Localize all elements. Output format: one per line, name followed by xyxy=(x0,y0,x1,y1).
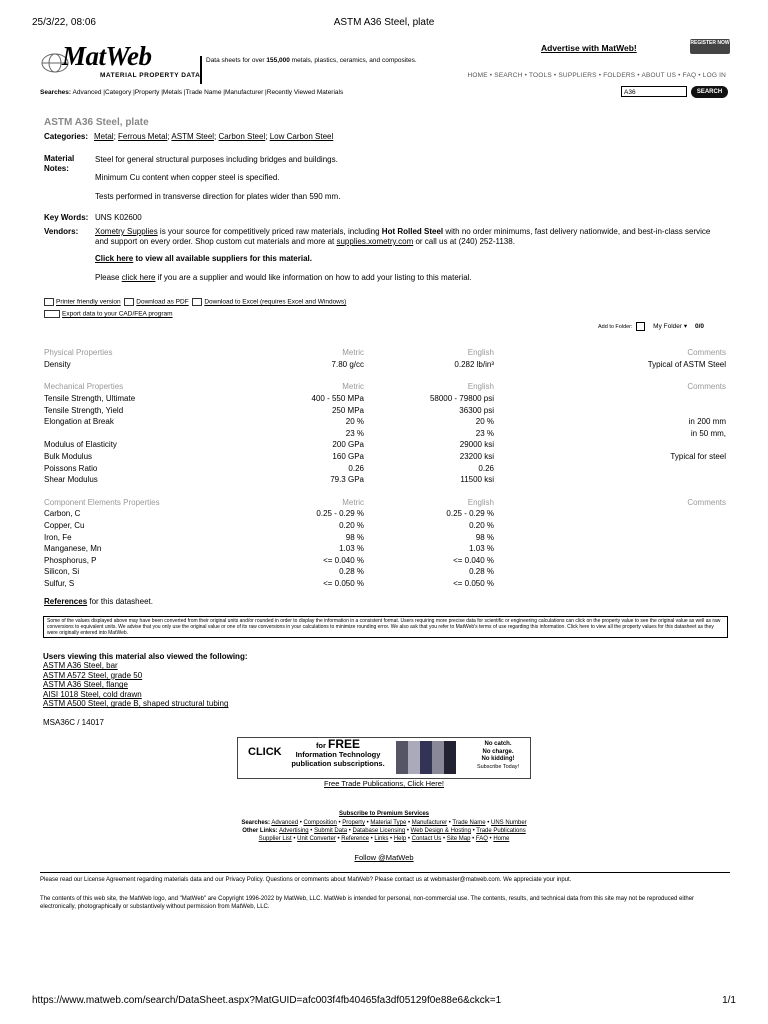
table-row xyxy=(44,474,726,486)
property-value[interactable]: 0.26 xyxy=(478,463,494,473)
column-header: English xyxy=(467,382,494,392)
logo-subtitle: MATERIAL PROPERTY DATA xyxy=(100,72,201,79)
print-url: https://www.matweb.com/search/DataSheet.aspx?MatGUID=afc003f4fb40465fa3df05129f0e88e6&ckck=1 xyxy=(32,995,502,1006)
property-name: Density xyxy=(44,359,71,369)
footer-link[interactable]: Home xyxy=(493,836,510,842)
table-row xyxy=(44,508,726,520)
property-value[interactable]: 11500 ksi xyxy=(460,475,494,485)
property-value[interactable]: 0.26 xyxy=(348,463,364,473)
property-value[interactable]: 0.25 - 0.29 % xyxy=(316,509,364,519)
footer-link[interactable]: Links xyxy=(374,836,389,842)
category-link[interactable]: Ferrous Metal xyxy=(118,132,168,141)
categories-row: Categories: Metal; Ferrous Metal; ASTM Steel; Carbon Steel; Low Carbon Steel xyxy=(44,132,334,141)
search-link-category[interactable]: Category xyxy=(104,89,132,96)
searches-bar: Searches: Advanced |Category |Property |Metals |Trade Name |Manufacturer |Recently Viewed Materials xyxy=(40,89,344,96)
footer-link[interactable]: Advanced xyxy=(271,820,299,826)
footer-link[interactable]: Submit Data xyxy=(314,828,348,834)
footer-divider xyxy=(40,872,730,873)
references-line: References for this datasheet. xyxy=(44,597,153,606)
all-suppliers-link[interactable]: Click here xyxy=(95,254,134,263)
free-publications-link[interactable]: Free Trade Publications, Click Here! xyxy=(323,779,445,788)
property-value[interactable]: 98 % xyxy=(345,532,364,542)
table-row xyxy=(44,531,726,543)
property-value[interactable]: 20 % xyxy=(345,417,364,427)
property-name: Phosphorus, P xyxy=(44,555,97,565)
magazine-covers-image xyxy=(396,741,456,774)
property-table xyxy=(44,347,726,589)
search-input[interactable]: A36 xyxy=(621,86,687,97)
export-cad-link[interactable]: Export data to your CAD/FEA program xyxy=(62,310,173,318)
property-value[interactable]: 79.3 GPa xyxy=(330,475,364,485)
property-value[interactable]: 0.28 % xyxy=(339,567,364,577)
logo-divider xyxy=(200,56,202,84)
pdf-icon xyxy=(124,298,134,306)
column-header: Comments xyxy=(687,348,726,358)
also-viewed-link[interactable]: AISI 1018 Steel, cold drawn xyxy=(43,689,142,699)
print-page: 1/1 xyxy=(722,995,736,1006)
category-link[interactable]: Low Carbon Steel xyxy=(269,132,334,141)
property-value[interactable]: 200 GPa xyxy=(332,440,364,450)
folder-checkbox[interactable] xyxy=(636,322,645,331)
footer-link[interactable]: Contact Us xyxy=(411,836,442,842)
export-cad-row xyxy=(44,310,173,318)
search-link-advanced[interactable]: Advanced xyxy=(72,89,102,96)
follow-matweb-link[interactable]: Follow @MatWeb xyxy=(354,853,414,862)
property-name: Elongation at Break xyxy=(44,417,114,427)
also-viewed-link[interactable]: ASTM A36 Steel, flange xyxy=(43,680,128,690)
download-excel-link[interactable]: Download to Excel (requires Excel and Windows) xyxy=(204,298,347,306)
export-icon xyxy=(44,310,60,318)
property-value[interactable]: 23200 ksi xyxy=(459,452,494,462)
property-value[interactable]: 160 GPa xyxy=(332,452,364,462)
table-row xyxy=(44,566,726,578)
footer-link[interactable]: Unit Converter xyxy=(297,836,336,842)
category-link[interactable]: ASTM Steel xyxy=(171,132,215,141)
suppliers-line: Click here to view all available suppliers for this material. xyxy=(95,254,312,263)
search-link-recently-viewed-materials[interactable]: Recently Viewed Materials xyxy=(266,89,344,96)
also-viewed-list xyxy=(43,661,228,709)
premium-line xyxy=(0,811,768,817)
footer-link[interactable]: Advertising xyxy=(278,828,309,834)
material-code: MSA36C / 14017 xyxy=(43,718,104,727)
table-row xyxy=(44,555,726,567)
category-link[interactable]: Metal xyxy=(94,132,114,141)
property-comment: Typical of ASTM Steel xyxy=(647,359,726,369)
property-value[interactable]: 0.20 % xyxy=(469,521,494,531)
print-header xyxy=(32,17,736,31)
footer-link[interactable]: Supplier List xyxy=(258,836,292,842)
nav-suppliers[interactable]: SUPPLIERS xyxy=(558,72,597,79)
page-title: ASTM A36 Steel, plate xyxy=(44,117,149,128)
property-comment xyxy=(494,578,726,590)
free-publications-line xyxy=(0,779,768,788)
license-text: Please read our License Agreement regarding materials data and our Privacy Policy. Questions or comments about MatWeb? Please contact us at webmaster@matweb.com. We appreciate your input. xyxy=(40,877,572,883)
components-header-row xyxy=(44,497,726,509)
print-title: ASTM A36 Steel, plate xyxy=(333,17,435,28)
property-value[interactable]: 20 % xyxy=(475,417,494,427)
table-row xyxy=(44,462,726,474)
chevron-down-icon: ▾ xyxy=(683,323,688,331)
footer-link[interactable]: Composition xyxy=(303,820,337,826)
table-row xyxy=(44,578,726,590)
property-name: Poissons Ratio xyxy=(44,463,98,473)
property-name: Carbon, C xyxy=(44,509,81,519)
mechanical-header-row xyxy=(44,381,726,393)
property-name: Copper, Cu xyxy=(44,521,85,531)
search-link-manufacturer[interactable]: Manufacturer xyxy=(224,89,264,96)
column-header: Metric xyxy=(342,382,364,392)
table-row xyxy=(44,520,726,532)
column-header: Metric xyxy=(342,348,364,358)
property-name: Silicon, Si xyxy=(44,567,80,577)
table-row xyxy=(44,393,726,405)
property-comment xyxy=(494,404,726,416)
column-header: Component Elements Properties xyxy=(44,497,160,507)
register-button[interactable]: REGISTER NOW xyxy=(690,39,730,54)
folder-controls xyxy=(598,322,704,331)
nav-search[interactable]: SEARCH xyxy=(494,72,523,79)
property-value[interactable]: <= 0.050 % xyxy=(323,578,364,588)
property-name: Iron, Fe xyxy=(44,532,72,542)
footer-link[interactable]: Database Licensing xyxy=(352,828,406,834)
property-comment: in 200 mm xyxy=(688,417,726,427)
material-notes-label: Material Notes: xyxy=(44,154,75,173)
property-value[interactable]: 250 MPa xyxy=(331,405,364,415)
property-comment: in 50 mm, xyxy=(690,428,726,438)
folder-select[interactable]: My Folder ▾ xyxy=(653,323,688,331)
footer-link[interactable]: Reference xyxy=(341,836,369,842)
property-comment xyxy=(494,508,726,520)
property-value[interactable]: 1.03 % xyxy=(339,544,364,554)
column-header: Comments xyxy=(687,497,726,507)
property-comment xyxy=(494,462,726,474)
footer-third-links: Supplier List • Unit Converter • Reference • Links • Help • Contact Us • Site Map • FAQ • Home xyxy=(258,836,510,842)
vendor-text: Xometry Supplies is your source for competitively priced raw materials, including Hot Rolled Steel with no order minimums, fast delivery nationwide, and best-in-class service and support on every order. Shop custom cut materials and more at supplies.xometry.com or call us at (240) 252-1138. xyxy=(95,227,711,246)
property-comment xyxy=(494,393,726,405)
property-name xyxy=(44,428,234,440)
nav-about-us[interactable]: ABOUT US xyxy=(641,72,677,79)
nav-tools[interactable]: TOOLS xyxy=(528,72,552,79)
nav-folders[interactable]: FOLDERS xyxy=(603,72,636,79)
copyright-text: The contents of this web site, the MatWeb logo, and "MatWeb" are Copyright 1996-2022 by MatWeb, LLC. MatWeb is intended for personal, non-commercial use. The contents, results, and technical data from this site may not be reproduced either electronically, photographically or substantively without permission from MatWeb, LLC. xyxy=(40,896,695,910)
property-comment xyxy=(494,566,726,578)
advertise-link[interactable]: Advertise with MatWeb! xyxy=(541,43,637,53)
category-link[interactable]: Carbon Steel xyxy=(218,132,266,141)
footer-link[interactable]: FAQ xyxy=(475,836,488,842)
column-header: Comments xyxy=(687,382,726,392)
table-row xyxy=(44,359,726,371)
vendors-label: Vendors: xyxy=(44,227,79,236)
also-viewed-title: Users viewing this material also viewed the following: xyxy=(43,652,248,661)
property-name: Bulk Modulus xyxy=(44,452,93,462)
property-value[interactable]: 1.03 % xyxy=(469,544,494,554)
follow-line xyxy=(0,853,768,862)
property-value[interactable]: 7.80 g/cc xyxy=(331,359,364,369)
property-comment xyxy=(494,474,726,486)
excel-icon xyxy=(192,298,202,306)
property-value[interactable]: 23 % xyxy=(345,428,364,438)
ad-banner[interactable]: CLICK for FREE Information Technology publication subscriptions. No catch. No charge. No kidding! Subscribe Today! xyxy=(237,737,531,779)
property-value[interactable]: 0.282 lb/in³ xyxy=(454,359,494,369)
property-name: Tensile Strength, Yield xyxy=(44,405,124,415)
download-pdf-link[interactable]: Download as PDF xyxy=(136,298,189,306)
table-row xyxy=(44,404,726,416)
property-name: Modulus of Elasticity xyxy=(44,440,117,450)
footer-searches: Searches: Advanced • Composition • Property • Material Type • Manufacturer • Trade Name • UNS Number xyxy=(241,820,527,826)
property-value[interactable]: 23 % xyxy=(475,428,494,438)
property-comment xyxy=(494,531,726,543)
property-value[interactable]: 36300 psi xyxy=(459,405,494,415)
folder-count: 0/0 xyxy=(694,323,705,331)
property-value[interactable]: 0.25 - 0.29 % xyxy=(446,509,494,519)
vendor-link[interactable]: Xometry Supplies xyxy=(95,227,158,236)
printer-friendly-link[interactable]: Printer friendly version xyxy=(56,298,121,306)
physical-header-row xyxy=(44,347,726,359)
matweb-logo[interactable] xyxy=(40,41,208,86)
column-header: Mechanical Properties xyxy=(44,382,124,392)
property-value[interactable]: 0.28 % xyxy=(469,567,494,577)
searches-label: Searches: xyxy=(40,89,72,96)
table-row xyxy=(44,451,726,463)
property-name: Sulfur, S xyxy=(44,578,75,588)
export-toolbar xyxy=(44,298,346,306)
property-comment xyxy=(494,543,726,555)
column-header: English xyxy=(467,348,494,358)
note-1: Steel for general structural purposes including bridges and buildings. xyxy=(95,155,338,164)
premium-link[interactable]: Subscribe to Premium Services xyxy=(338,811,430,817)
column-header: Physical Properties xyxy=(44,348,113,358)
note-3: Tests performed in transverse direction for plates wider than 590 mm. xyxy=(95,192,341,201)
table-row xyxy=(44,543,726,555)
footer-link[interactable]: Help xyxy=(393,836,407,842)
property-value[interactable]: <= 0.040 % xyxy=(323,555,364,565)
nav-log-in[interactable]: LOG IN xyxy=(702,72,726,79)
search-link-trade-name[interactable]: Trade Name xyxy=(185,89,222,96)
property-name: Shear Modulus xyxy=(44,475,98,485)
property-comment: Typical for steel xyxy=(670,452,726,462)
footer-link[interactable]: Trade Publications xyxy=(476,828,526,834)
vendor-url-link[interactable]: supplies.xometry.com xyxy=(336,237,414,246)
nav-home[interactable]: HOME xyxy=(467,72,488,79)
logo-text: MatWeb xyxy=(62,41,152,71)
search-link-metals[interactable]: Metals xyxy=(162,89,183,96)
column-header: English xyxy=(467,497,494,507)
property-comment xyxy=(494,520,726,532)
footer-link[interactable]: Manufacturer xyxy=(411,820,448,826)
add-to-folder-label: Add to Folder: xyxy=(598,324,633,331)
property-value[interactable]: 0.20 % xyxy=(339,521,364,531)
keywords-label: Key Words: xyxy=(44,213,89,222)
property-value[interactable]: <= 0.050 % xyxy=(453,578,494,588)
footer-link[interactable]: Web Design & Hosting xyxy=(410,828,471,834)
column-header: Metric xyxy=(342,497,364,507)
supplier-listing-link[interactable]: click here xyxy=(121,273,156,282)
property-value[interactable]: 98 % xyxy=(475,532,494,542)
footer-link[interactable]: Property xyxy=(342,820,365,826)
tagline: Data sheets for over 155,000 metals, plastics, ceramics, and composites. xyxy=(206,57,417,64)
search-button[interactable]: SEARCH xyxy=(691,86,728,98)
table-row xyxy=(44,428,726,440)
footer-link[interactable]: Site Map xyxy=(446,836,471,842)
also-viewed-link[interactable]: ASTM A36 Steel, bar xyxy=(43,661,118,670)
top-nav: HOME • SEARCH • TOOLS • SUPPLIERS • FOLDERS • ABOUT US • FAQ • LOG IN xyxy=(467,72,726,79)
table-row xyxy=(44,439,726,451)
references-link[interactable]: References xyxy=(44,597,88,606)
print-date: 25/3/22, 08:06 xyxy=(32,17,96,28)
nav-faq[interactable]: FAQ xyxy=(682,72,697,79)
footer-label: Searches: xyxy=(241,820,270,826)
footer-link[interactable]: UNS Number xyxy=(490,820,527,826)
conversion-note: Some of the values displayed above may have been converted from their original units and/or rounded in order to display the information in a consistent format. Users requiring more precise data for scientific or engineering calculations can click on the property value to see the original value as well as raw conversions to equivalent units. We advise that you only use the original value or one of its raw conversions in your calculations to minimize rounding error. We also ask that you refer to MatWeb's terms of use regarding this information. Click here to view all the property values for this datasheet as they were originally entered into MatWeb. xyxy=(43,616,728,638)
footer-label: Other Links: xyxy=(242,828,278,834)
also-viewed-link[interactable]: ASTM A500 Steel, grade B, shaped structural tubing xyxy=(43,699,229,709)
property-value[interactable]: 400 - 550 MPa xyxy=(311,394,364,404)
supplier-listing-line: Please click here if you are a supplier and would like information on how to add your listing to this material. xyxy=(95,273,472,282)
note-2: Minimum Cu content when copper steel is specified. xyxy=(95,173,280,182)
property-value[interactable]: 58000 - 79800 psi xyxy=(429,394,494,404)
keywords-value: UNS K02600 xyxy=(95,213,142,222)
property-comment xyxy=(494,439,726,451)
search-link-property[interactable]: Property xyxy=(134,89,160,96)
printer-icon xyxy=(44,298,54,306)
property-comment xyxy=(494,555,726,567)
table-row xyxy=(44,416,726,428)
footer-link[interactable]: Trade Name xyxy=(452,820,486,826)
footer-link[interactable]: Material Type xyxy=(370,820,407,826)
also-viewed-link[interactable]: ASTM A572 Steel, grade 50 xyxy=(43,670,143,680)
footer-other-links: Other Links: Advertising • Submit Data • Database Licensing • Web Design & Hosting • Trade Publications xyxy=(242,828,526,834)
property-name: Tensile Strength, Ultimate xyxy=(44,394,136,404)
property-value[interactable]: <= 0.040 % xyxy=(453,555,494,565)
property-value[interactable]: 29000 ksi xyxy=(459,440,494,450)
property-name: Manganese, Mn xyxy=(44,544,102,554)
